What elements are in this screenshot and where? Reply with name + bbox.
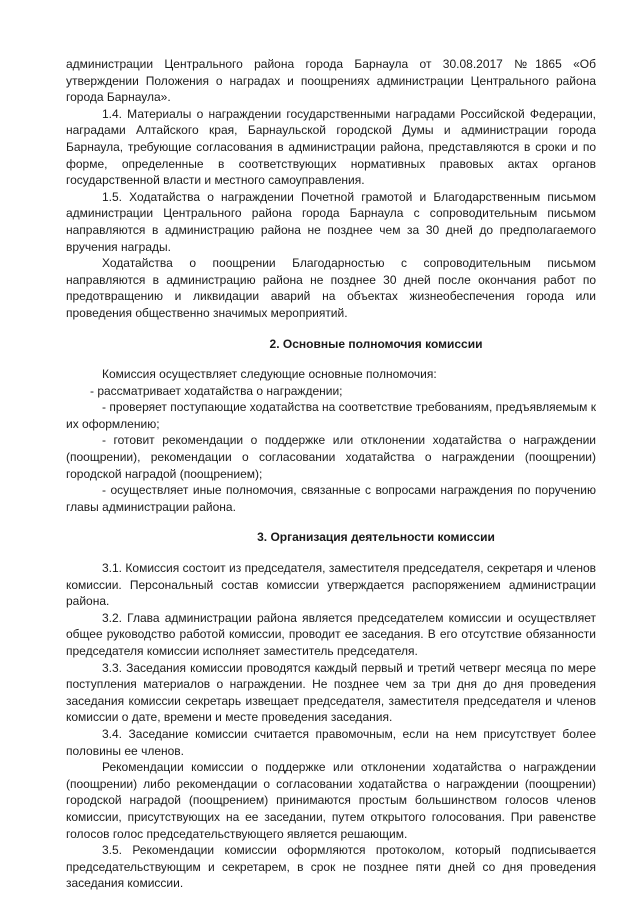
- spacer: [66, 515, 596, 529]
- section-2-item-4: - осуществляет иные полномочия, связанные с вопросами награждения по поручению главы администрации района.: [66, 483, 596, 514]
- spacer: [66, 546, 596, 560]
- paragraph-encouragement: Ходатайства о поощрении Благодарностью с сопроводительным письмом направляются в администрацию района не позднее 30 дней после окончания работ по предотвращению и ликвидации аварий на объектах жизнеобеспечения города или проведения общественно значимых мероприятий.: [66, 256, 596, 320]
- paragraph-3-1: 3.1. Комиссия состоит из председателя, заместителя председателя, секретаря и членов комиссии. Персональный состав комиссии утверждается распоряжением администрации района.: [66, 561, 596, 609]
- paragraph-3-2: 3.2. Глава администрации района является председателем комиссии и осуществляет общее руководство работой комиссии, проводит ее заседания. В его отсутствие обязанности председателя комиссии исполняет заместитель председателя.: [66, 610, 596, 658]
- paragraph-3-3: 3.3. Заседания комиссии проводятся каждый первый и третий четверг месяца по мере поступления материалов о награждении. Не позднее чем за три дня до дня проведения заседания комиссии секретарь извещает председателя, заместителя председателя и членов комиссии о дате, времени и месте проведения заседания.: [66, 660, 596, 725]
- paragraph-3-4: 3.4. Заседание комиссии считается правомочным, если на нем присутствует более половины ее членов.: [66, 726, 596, 758]
- section-2-item-2: - проверяет поступающие ходатайства на соответствие требованиям, предъявляемым к их оформлению;: [66, 400, 596, 431]
- section-2-heading: 2. Основные полномочия комиссии: [269, 336, 483, 351]
- paragraph-1-4: 1.4. Материалы о награждении государственными наградами Российской Федерации, наградами Алтайского края, Барнаульской городской Думы и администрации города Барнаула, требующие согласования в администрации района, представляются в сроки и по форме, определенные в соответствующих нормативных правовых актах органов государственной власти и местного самоуправления.: [66, 106, 596, 188]
- section-2-intro: Комиссия осуществляет следующие основные полномочия:: [102, 367, 437, 382]
- spacer: [66, 352, 596, 366]
- document-page: [66, 56, 596, 892]
- section-3-heading: 3. Организация деятельности комиссии: [257, 530, 495, 545]
- paragraph-continuation: администрации Центрального района города Барнаула от 30.08.2017 №1865 «Об утверждении Положения о наградах и поощрениях администрации Центрального района города Барнаула».: [66, 57, 596, 105]
- section-2-item-1: - рассматривает ходатайства о награждении;: [90, 383, 343, 398]
- spacer: [66, 322, 596, 336]
- section-2-item-3: - готовит рекомендации о поддержке или отклонении ходатайства о награждении (поощрении), рекомендации о согласовании ходатайства о награждении (поощрении) городской наградой (поощрением);: [66, 433, 596, 481]
- paragraph-1-5: 1.5. Ходатайства о награждении Почетной грамотой и Благодарственным письмом администрации Центрального района города Барнаула с сопроводительным письмом направляются в администрацию района не позднее чем за 30 дней до предполагаемого вручения награды.: [66, 189, 596, 254]
- paragraph-3-5: 3.5. Рекомендации комиссии оформляются протоколом, который подписывается председательствующим и секретарем, в срок не позднее пяти дней со дня проведения заседания комиссии.: [66, 843, 596, 891]
- paragraph-3-4-recommendations: Рекомендации комиссии о поддержке или отклонении ходатайства о награждении (поощрении) либо рекомендации о согласовании ходатайства о награждении (поощрении) городской наградой (поощрением) принимаются простым большинством голосов членов комиссии, присутствующих на ее заседании, путем открытого голосования. При равенстве голосов голос председательствующего является решающим.: [66, 760, 596, 841]
